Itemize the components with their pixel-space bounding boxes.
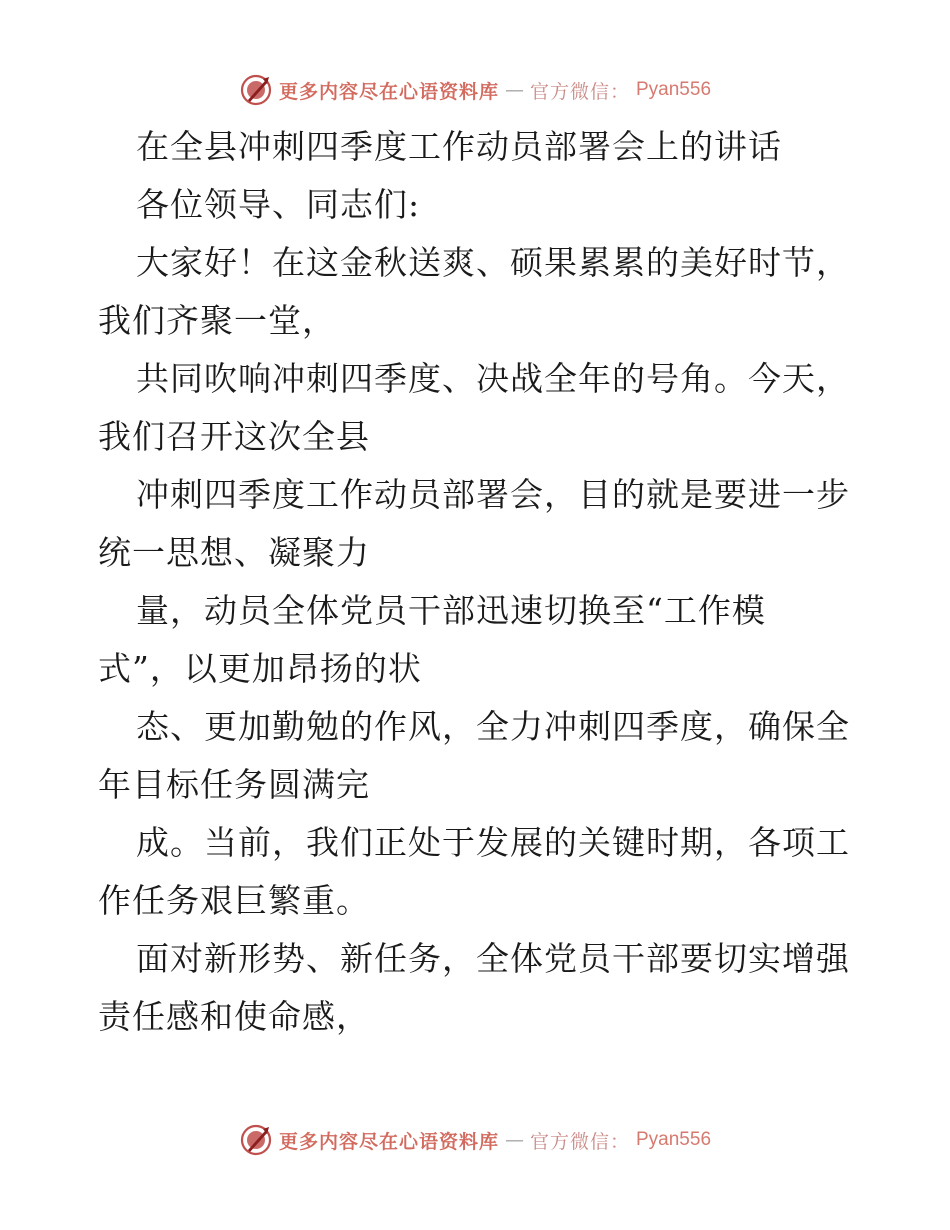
watermark-brand: 更多内容尽在心语资料库	[278, 80, 499, 103]
text-line: 统一思想、凝聚力	[98, 533, 370, 572]
watermark-contact-label: 官方微信：	[529, 80, 630, 103]
quill-seal-icon	[239, 1123, 273, 1157]
text-line: 共同吹响冲刺四季度、决战全年的号角。今天，	[136, 359, 850, 398]
text-line: 成。当前，我们正处于发展的关键时期，各项工	[136, 823, 850, 862]
header-watermark	[0, 70, 950, 110]
text-line: 我们齐聚一堂，	[98, 301, 336, 340]
text-line: 我们召开这次全县	[98, 417, 370, 456]
text-line: 年目标任务圆满完	[98, 765, 370, 804]
document-title: 在全县冲刺四季度工作动员部署会上的讲话	[136, 127, 782, 166]
quill-seal-icon	[239, 73, 273, 107]
text-line: 冲刺四季度工作动员部署会，目的就是要进一步	[136, 475, 850, 514]
salutation: 各位领导、同志们:	[136, 185, 421, 224]
watermark-brand: 更多内容尽在心语资料库	[278, 1130, 499, 1153]
text-line: 大家好！在这金秋送爽、硕果累累的美好时节，	[136, 243, 850, 282]
watermark-account: Pyan556	[636, 1129, 712, 1150]
text-line: 式”，以更加昂扬的状	[98, 649, 422, 688]
watermark-separator: —	[504, 79, 524, 101]
speech-paragraphs	[98, 234, 858, 1046]
text-line: 态、更加勤勉的作风，全力冲刺四季度，确保全	[136, 707, 850, 746]
document-body	[98, 118, 858, 1046]
text-line: 面对新形势、新任务，全体党员干部要切实增强	[136, 939, 850, 978]
footer-watermark	[0, 1120, 950, 1160]
watermark-account: Pyan556	[636, 79, 712, 100]
text-line: 责任感和使命感，	[98, 997, 370, 1036]
text-line: 作任务艰巨繁重。	[98, 881, 370, 920]
watermark-separator: —	[504, 1129, 524, 1151]
watermark-contact-label: 官方微信：	[529, 1130, 630, 1153]
text-line: 量，动员全体党员干部迅速切换至“工作模	[136, 591, 766, 630]
